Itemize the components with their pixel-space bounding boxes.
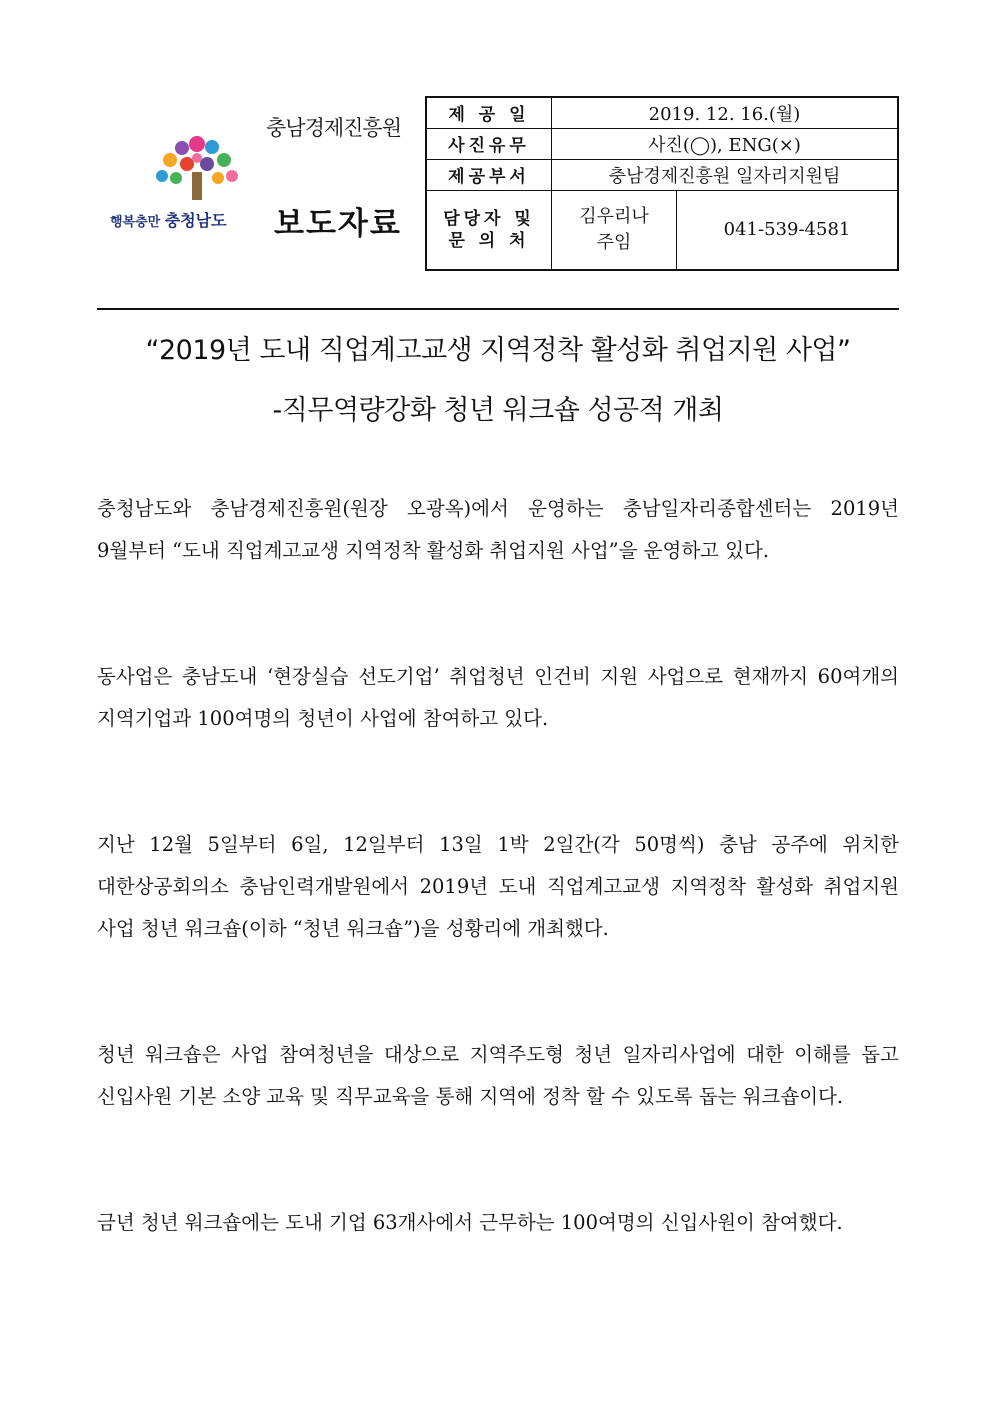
header-divider [97,308,899,310]
tree-logo-icon [152,132,244,204]
info-table [425,96,899,271]
body-paragraph-1: 충청남도와 충남경제진흥원(원장 오광옥)에서 운영하는 충남일자리종합센터는 2019년 9월부터 “도내 직업계고교생 지역정착 활성화 취업지원 사업”을 운영하고 있다. [97,497,899,562]
contact-name-line2: 주임 [596,231,632,253]
press-release-label: 보도자료 [274,206,402,242]
headline: “2019년 도내 직업계고교생 지역정착 활성화 취업지원 사업” [145,335,851,366]
date-label: 제 공 일 [426,97,552,128]
contact-name-line1: 김우리나 [579,205,649,227]
date-value: 2019. 12. 16.(월) [552,97,899,128]
logo-text-small: 행복충만 [110,215,161,230]
contact-name [552,190,677,270]
photo-label: 사진유무 [426,128,552,159]
body-paragraph-5: 금년 청년 워크숍에는 도내 기업 63개사에서 근무하는 100여명의 신입사원이 참여했다. [97,1211,843,1234]
dept-label: 제공부서 [426,159,552,190]
contact-phone: 041-539-4581 [677,190,899,270]
body-paragraph-2: 동사업은 충남도내 ‘현장실습 선도기업’ 취업청년 인건비 지원 사업으로 현재까지 60여개의 지역기업과 100여명의 청년이 사업에 참여하고 있다. [97,665,899,730]
contact-label [426,190,552,270]
dept-value: 충남경제진흥원 일자리지원팀 [552,159,899,190]
org-name: 충남경제진흥원 [266,116,402,140]
contact-label-line2: 문 의 처 [448,230,530,251]
photo-value: 사진(◯), ENG(×) [552,128,899,159]
body-paragraph-3: 지난 12월 5일부터 6일, 12일부터 13일 1박 2일간(각 50명씩) 충남 공주에 위치한 대한상공회의소 충남인력개발원에서 2019년 도내 직업계고교생 지역정착 활성화 취업지원 사업 청년 워크숍(이하 “청년 워크숍”)을 성황리에 개최했다. [97,833,899,940]
subheadline: -직무역량강화 청년 워크숍 성공적 개최 [272,395,724,426]
contact-label-line1: 담당자 및 [443,208,535,229]
body-paragraph-4: 청년 워크숍은 사업 참여청년을 대상으로 지역주도형 청년 일자리사업에 대한 이해를 돕고 신입사원 기본 소양 교육 및 직무교육을 통해 지역에 정착 할 수 있도록 돕는 워크숍이다. [97,1043,899,1108]
logo-text [110,208,227,231]
logo-text-big: 충청남도 [164,211,227,230]
chungnam-logo [100,132,250,232]
